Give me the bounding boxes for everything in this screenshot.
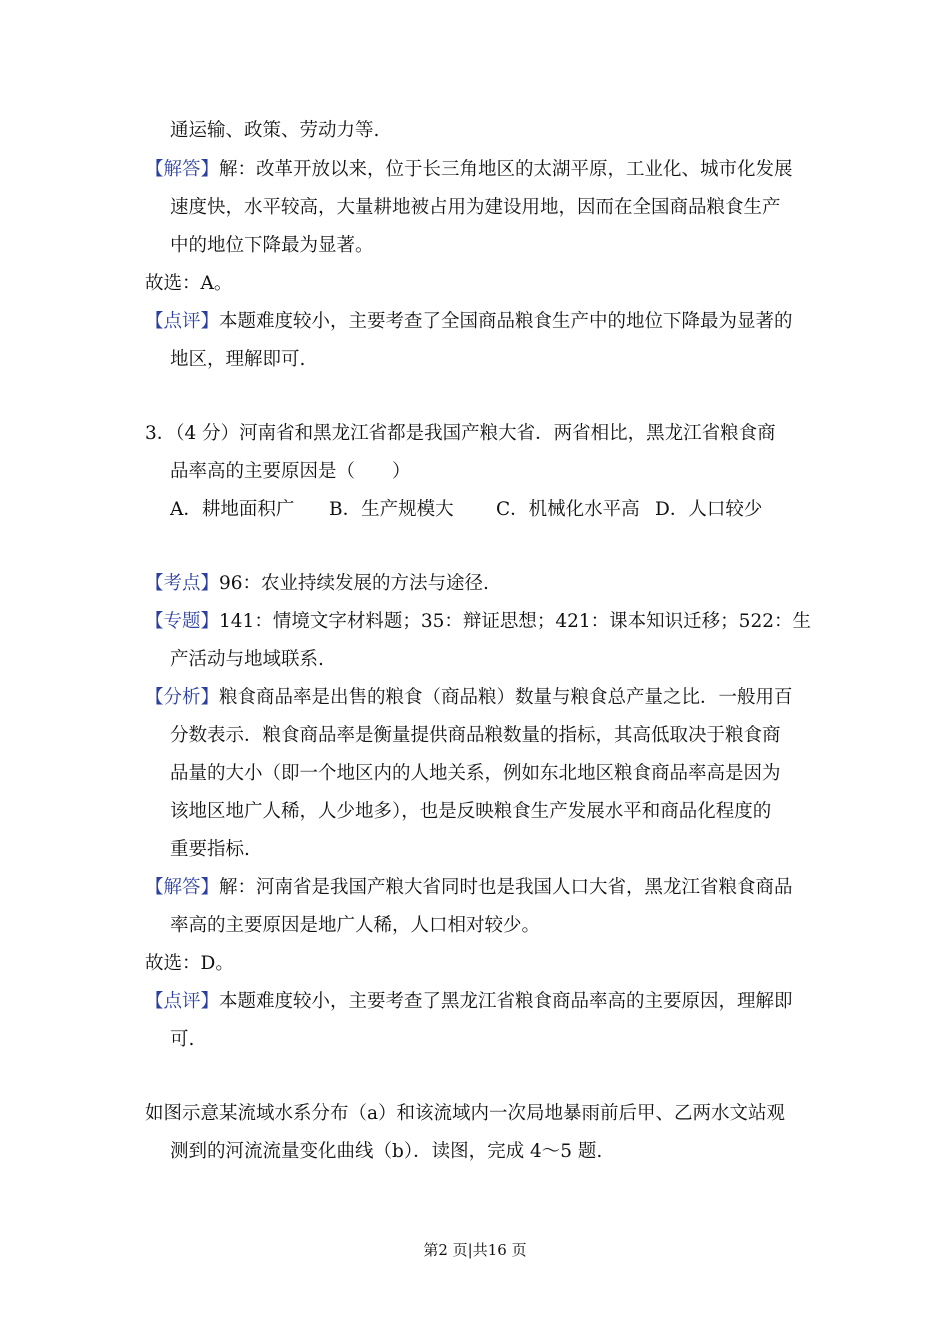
fenxi-line-3: 品量的大小（即一个地区内的人地关系，例如东北地区粮食商品率高是因为 xyxy=(170,763,781,784)
zhuanti-line-2: 产活动与地域联系. xyxy=(170,649,324,670)
jieda-tag: 【解答】 xyxy=(145,159,220,180)
option-a: A．耕地面积广 xyxy=(170,499,295,520)
answer-explanation-line-3: 中的地位下降最为显著。 xyxy=(170,235,374,256)
answer-explanation-line-2: 速度快，水平较高，大量耕地被占用为建设用地，因而在全国商品粮食生产 xyxy=(170,197,781,218)
comment-line-2: 地区，理解即可. xyxy=(170,349,306,370)
option-d: D．人口较少 xyxy=(655,499,763,520)
question-3-stem-line-2: 品率高的主要原因是（ ） xyxy=(170,461,411,482)
fenxi-line-5: 重要指标. xyxy=(170,839,250,860)
option-c: C．机械化水平高 xyxy=(496,499,640,520)
dianping-tag: 【点评】 xyxy=(145,311,220,332)
dianping-tag: 【点评】 xyxy=(145,991,220,1012)
zhuanti-tag: 【专题】 xyxy=(145,611,220,632)
intro-line-1: 如图示意某流域水系分布（a）和该流域内一次局地暴雨前后甲、乙两水文站观 xyxy=(145,1103,786,1124)
question-3-stem-line-1: 3．（4 分）河南省和黑龙江省都是我国产粮大省．两省相比，黑龙江省粮食商 xyxy=(145,423,776,444)
q3-answer-choice: 故选：D。 xyxy=(145,953,234,974)
q3-jieda-line-1: 【解答】解：河南省是我国产粮大省同时也是我国人口大省，黑龙江省粮食商品 xyxy=(145,877,793,898)
q3-jieda-line-2: 率高的主要原因是地广人稀，人口相对较少。 xyxy=(170,915,541,936)
page-footer: 第2 页|共16 页 xyxy=(423,1241,527,1259)
option-b: B．生产规模大 xyxy=(329,499,454,520)
jieda-tag: 【解答】 xyxy=(145,877,220,898)
kaodian-line: 【考点】96：农业持续发展的方法与途径. xyxy=(145,573,489,594)
analysis-continuation: 通运输、政策、劳动力等. xyxy=(170,120,380,141)
fenxi-line-1: 【分析】粮食商品率是出售的粮食（商品粮）数量与粮食总产量之比．一般用百 xyxy=(145,687,793,708)
answer-choice: 故选：A。 xyxy=(145,273,233,294)
comment-line-1: 【点评】本题难度较小，主要考查了全国商品粮食生产中的地位下降最为显著的 xyxy=(145,311,793,332)
kaodian-tag: 【考点】 xyxy=(145,573,220,594)
fenxi-line-2: 分数表示．粮食商品率是衡量提供商品粮数量的指标，其高低取决于粮食商 xyxy=(170,725,781,746)
answer-explanation-line-1: 【解答】解：改革开放以来，位于长三角地区的太湖平原，工业化、城市化发展 xyxy=(145,159,793,180)
q3-comment-line-2: 可. xyxy=(170,1029,195,1050)
zhuanti-line-1: 【专题】141：情境文字材料题；35：辩证思想；421：课本知识迁移；522：生 xyxy=(145,611,811,632)
fenxi-line-4: 该地区地广人稀，人少地多），也是反映粮食生产发展水平和商品化程度的 xyxy=(170,801,772,822)
q3-comment-line-1: 【点评】本题难度较小，主要考查了黑龙江省粮食商品率高的主要原因，理解即 xyxy=(145,991,793,1012)
intro-line-2: 测到的河流流量变化曲线（b）．读图，完成 4～5 题. xyxy=(170,1141,603,1162)
fenxi-tag: 【分析】 xyxy=(145,687,220,708)
